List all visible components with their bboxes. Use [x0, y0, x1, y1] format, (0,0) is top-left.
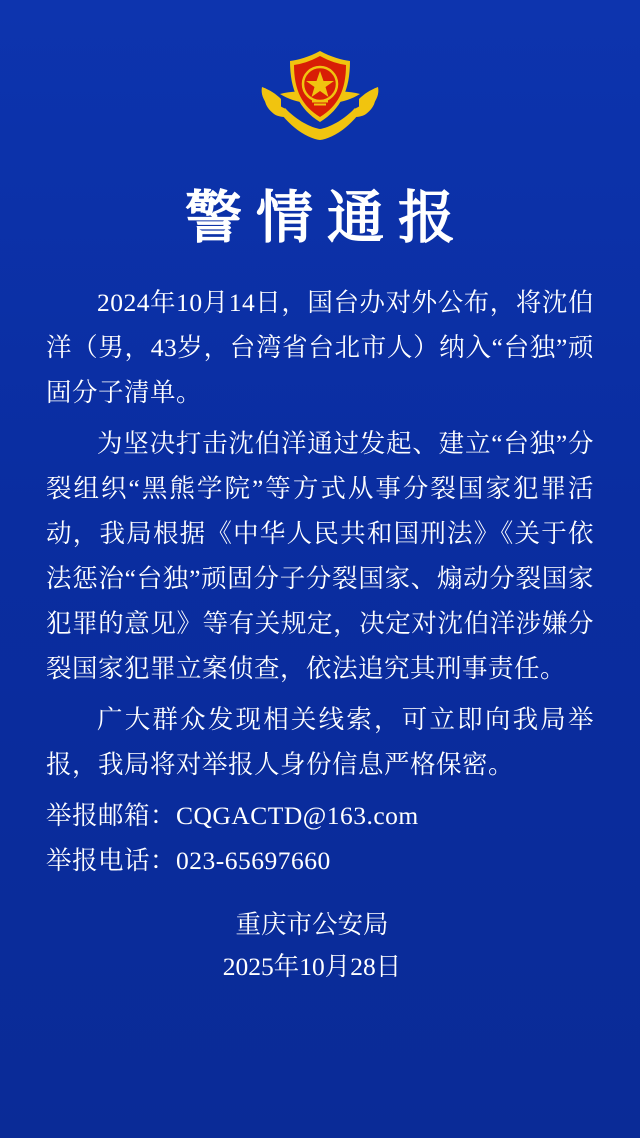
notice-paragraph: 为坚决打击沈伯洋通过发起、建立“台独”分裂组织“黑熊学院”等方式从事分裂国家犯罪活动，我局根据《中华人民共和国刑法》《关于依法惩治“台独”顽固分子分裂国家、煽动分裂国家犯罪的意见》等有关规定，决定对沈伯洋涉嫌分裂国家犯罪立案侦查，依法追究其刑事责任。 — [46, 429, 594, 683]
notice-paragraph: 2024年10月14日，国台办对外公布，将沈伯洋（男，43岁，台湾省台北市人）纳入“台独”顽固分子清单。 — [46, 288, 594, 407]
report-phone: 举报电话：023-65697660 — [46, 846, 331, 875]
notice-paragraph: 广大群众发现相关线索，可立即向我局举报，我局将对举报人身份信息严格保密。 — [46, 705, 594, 779]
emblem-container — [46, 0, 594, 148]
issuing-organization: 重庆市公安局 — [235, 910, 389, 939]
signature-block — [46, 904, 594, 1138]
page-title: 警情通报 — [185, 187, 469, 250]
notice-body — [46, 280, 594, 883]
report-email: 举报邮箱：CQGACTD@163.com — [46, 801, 419, 830]
issue-date: 2025年10月28日 — [222, 952, 402, 981]
police-badge-emblem — [259, 44, 381, 148]
